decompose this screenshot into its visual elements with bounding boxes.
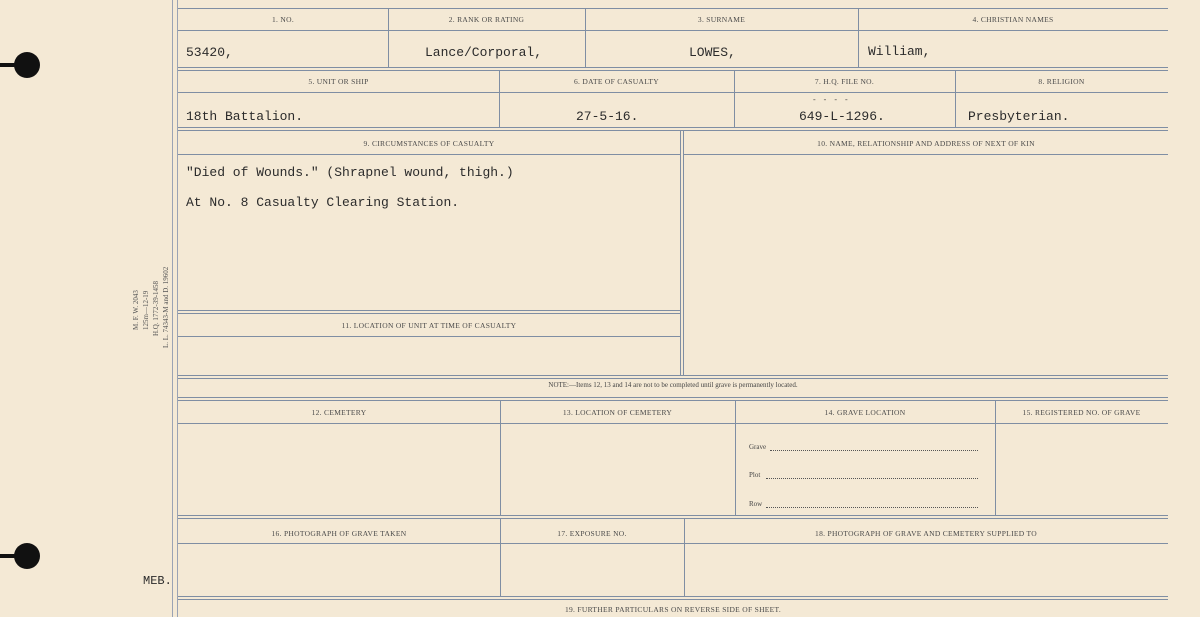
value-christian-names: William, xyxy=(868,44,931,59)
grave-field-line xyxy=(770,450,978,451)
ll-code-text: L. L. 74343-M and D. 19602 xyxy=(162,266,170,348)
label-surname: 3. SURNAME xyxy=(697,15,746,24)
label-photo-supplied: 18. PHOTOGRAPH OF GRAVE AND CEMETERY SUPPLIED TO xyxy=(815,529,1037,538)
rule xyxy=(178,596,1168,597)
rule xyxy=(178,518,1168,519)
margin-line xyxy=(172,0,173,617)
footer-further-particulars: 19. FURTHER PARTICULARS ON REVERSE SIDE OF SHEET. xyxy=(564,605,782,614)
rule xyxy=(178,599,1168,600)
label-rank: 2. RANK OR RATING xyxy=(448,15,525,24)
circumstances-line-2: At No. 8 Casualty Clearing Station. xyxy=(186,195,460,210)
row-field-line xyxy=(766,507,978,508)
punch-hole-top xyxy=(14,52,40,78)
value-rank: Lance/Corporal, xyxy=(425,45,543,60)
rule xyxy=(683,130,684,375)
rule xyxy=(178,375,1168,376)
value-file-no: 649-L-1296. xyxy=(799,109,885,124)
rule xyxy=(178,336,680,337)
rule xyxy=(500,400,501,515)
label-religion: 8. RELIGION xyxy=(1038,77,1085,86)
value-number: 53420, xyxy=(186,45,233,60)
label-location-of-cemetery: 13. LOCATION OF CEMETERY xyxy=(562,408,673,417)
rule xyxy=(735,400,736,515)
value-surname: LOWES, xyxy=(689,45,736,60)
rule xyxy=(178,70,1168,71)
rule xyxy=(178,130,1168,131)
value-unit: 18th Battalion. xyxy=(186,109,304,124)
rule xyxy=(178,313,680,314)
rule xyxy=(178,543,1168,544)
rule xyxy=(178,30,1168,31)
form-number-text: M. F. W. 2043 xyxy=(132,290,140,330)
label-cemetery: 12. CEMETERY xyxy=(311,408,367,417)
rule xyxy=(178,400,1168,401)
rule xyxy=(178,423,1168,424)
rule xyxy=(178,397,1168,398)
label-number: 1. NO. xyxy=(271,15,294,24)
rule xyxy=(178,378,1168,379)
rule xyxy=(178,310,680,311)
label-next-of-kin: 10. NAME, RELATIONSHIP AND ADDRESS OF NEXT OF KIN xyxy=(817,139,1035,148)
grave-field-label: Grave xyxy=(749,443,767,451)
plot-field-label: Plot xyxy=(749,471,761,479)
row-field-label: Row xyxy=(749,500,763,508)
value-date: 27-5-16. xyxy=(576,109,639,124)
completion-note: NOTE:—Items 12, 13 and 14 are not to be completed until grave is permanently located. xyxy=(548,381,798,389)
label-exposure-no: 17. EXPOSURE NO. xyxy=(557,529,627,538)
circumstances-line-1: "Died of Wounds." (Shrapnel wound, thigh.) xyxy=(186,165,514,180)
hq-code-text: H.Q. 1772-39-1458 xyxy=(152,280,160,336)
rule xyxy=(178,67,1168,68)
label-circumstances: 9. CIRCUMSTANCES OF CASUALTY xyxy=(363,139,495,148)
label-christian-names: 4. CHRISTIAN NAMES xyxy=(972,15,1054,24)
punch-hole-bottom xyxy=(14,543,40,569)
label-date: 6. DATE OF CASUALTY xyxy=(573,77,659,86)
rule xyxy=(178,8,1168,9)
label-photo-taken: 16. PHOTOGRAPH OF GRAVE TAKEN xyxy=(271,529,407,538)
clerk-initials: MEB. xyxy=(143,574,172,588)
rule xyxy=(995,400,996,515)
print-code-text: 125m—12-19 xyxy=(142,290,150,330)
value-religion: Presbyterian. xyxy=(968,109,1070,124)
rule xyxy=(680,130,681,375)
label-location-of-unit: 11. LOCATION OF UNIT AT TIME OF CASUALTY xyxy=(341,321,517,330)
rule xyxy=(178,154,680,155)
plot-field-line xyxy=(766,478,978,479)
rule xyxy=(178,515,1168,516)
label-registered-no: 15. REGISTERED NO. OF GRAVE xyxy=(1022,408,1141,417)
label-file-no: 7. H.Q. FILE NO. xyxy=(814,77,875,86)
label-unit: 5. UNIT OR SHIP xyxy=(308,77,369,86)
label-grave-location: 14. GRAVE LOCATION xyxy=(824,408,906,417)
rule xyxy=(178,92,1168,93)
rule xyxy=(684,154,1168,155)
file-no-marks: - - - - xyxy=(813,95,851,104)
rule xyxy=(178,127,1168,128)
